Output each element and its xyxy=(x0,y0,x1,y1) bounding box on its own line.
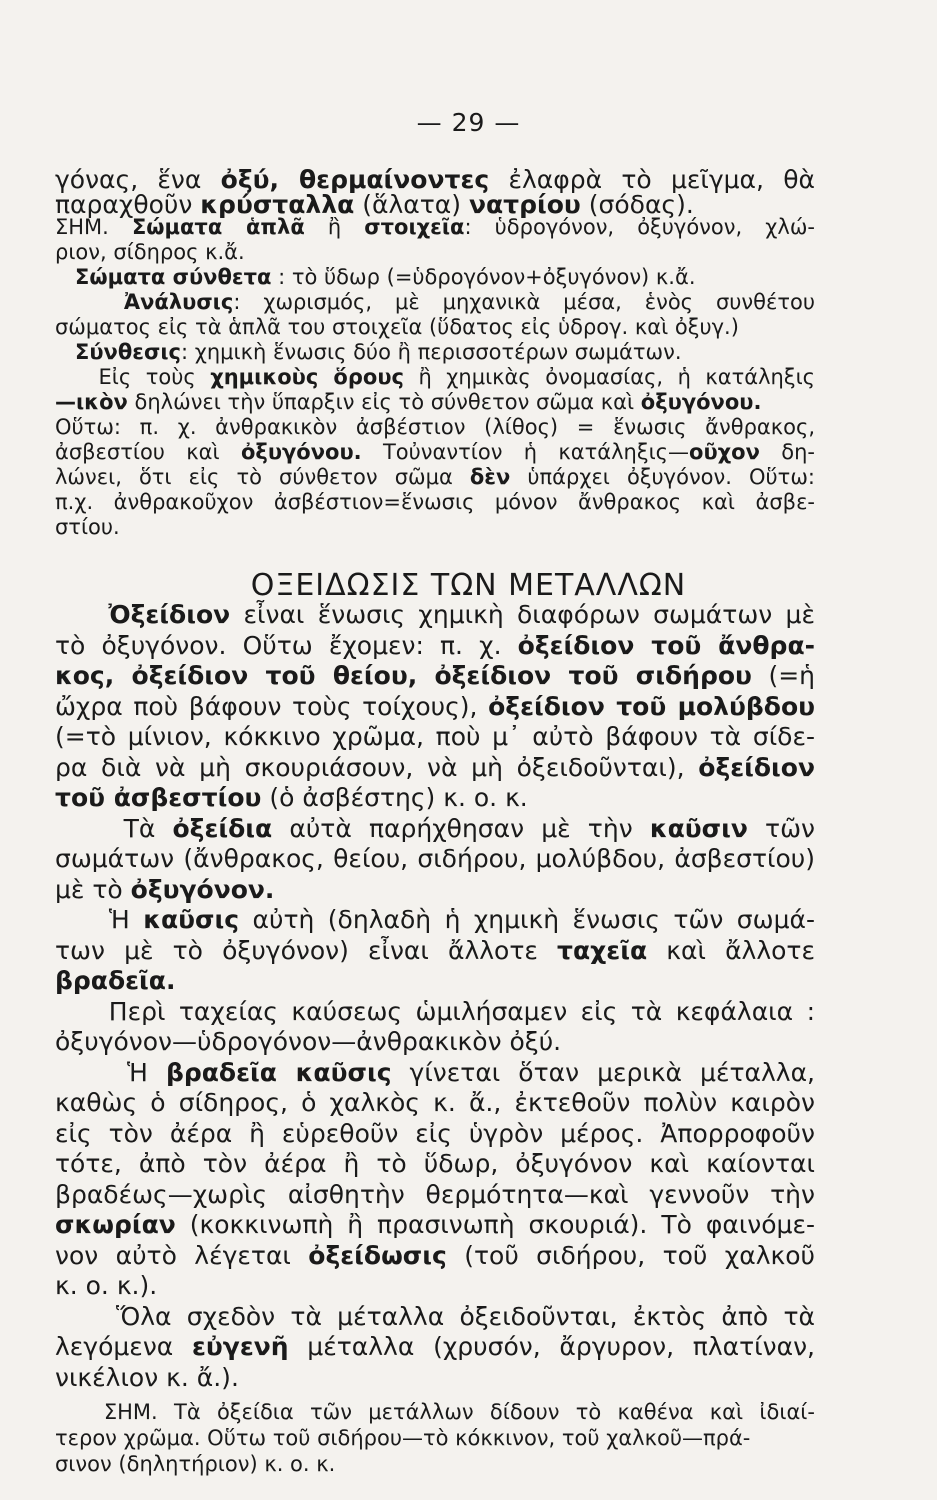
text-line-2: παραχθοῦν κρύσταλλα (ἅλατα) νατρίου (σόδας). xyxy=(55,190,694,219)
text-line-27: των μὲ τὸ ὀξυγόνον) εἶναι ἄλλοτε ταχεῖα καὶ ἄλλοτε xyxy=(55,935,815,965)
text-line-34: τότε, ἀπὸ τὸν ἀέρα ἢ τὸ ὕδωρ, ὀξυγόνον καὶ καίονται xyxy=(55,1149,815,1178)
text-line-36: σκωρίαν (κοκκινωπὴ ἢ πρασινωπὴ σκουριά). Τὸ φαινόμε- xyxy=(55,1210,815,1239)
text-line-7: σώματος εἰς τὰ ἁπλᾶ του στοιχεῖα (ὕδατος εἰς ὑδρογ. καὶ ὀξυγ.) xyxy=(55,315,739,339)
text-line-35: βραδέως—χωρὶς αἰσθητὴν θερμότητα—καὶ γεννοῦν τὴν xyxy=(55,1179,815,1209)
text-line-44: σινον (δηλητήριον) κ. ο. κ. xyxy=(55,1452,336,1476)
text-line-33: εἰς τὸν ἀέρα ἢ εὑρεθοῦν εἰς ὑγρὸν μέρος. Ἀπορροφοῦν xyxy=(55,1118,815,1148)
text-line-39: Ὅλα σχεδὸν τὰ μέταλλα ὀξειδοῦνται, ἐκτὸς ἀπὸ τὰ xyxy=(55,1301,815,1331)
section-title: ΟΞΕΙΔΩΣΙΣ ΤΩΝ ΜΕΤΑΛΛΩΝ xyxy=(250,568,687,603)
page-number: — 29 — xyxy=(416,108,521,137)
text-line-22: τοῦ ἀσβεστίου (ὁ ἀσβέστης) κ. ο. κ. xyxy=(55,783,528,812)
text-line-3: ΣΗΜ. Σώματα ἁπλᾶ ἢ στοιχεῖα: ὑδρογόνον, ὀξυγόνον, χλώ- xyxy=(55,215,815,239)
text-line-30: ὀξυγόνον—ὑδρογόνον—ἀνθρακικὸν ὀξύ. xyxy=(55,1027,562,1056)
text-line-10: —ικὸν δηλώνει τὴν ὕπαρξιν εἰς τὸ σύνθετον σῶμα καὶ ὀξυγόνου. xyxy=(55,390,762,414)
text-line-21: ρα διὰ νὰ μὴ σκουριάσουν, νὰ μὴ ὀξειδοῦνται), ὀξείδιον xyxy=(55,752,815,782)
text-line-13: λώνει, ὅτι εἰς τὸ σύνθετον σῶμα δὲν ὑπάρχει ὀξυγόνον. Οὕτω: xyxy=(55,465,815,489)
text-line-24: σωμάτων (ἄνθρακος, θείου, σιδήρου, μολύβδου, ἀσβεστίου) xyxy=(55,844,815,873)
text-line-26: Ἡ καῦσις αὐτὴ (δηλαδὴ ἡ χημικὴ ἕνωσις τῶν σωμά- xyxy=(55,905,815,934)
text-line-38: κ. ο. κ.). xyxy=(55,1271,158,1300)
text-line-17: τὸ ὀξυγόνον. Οὕτω ἔχομεν: π. χ. ὀξείδιον τοῦ ἄνθρα- xyxy=(55,630,815,660)
text-line-12: ἀσβεστίου καὶ ὀξυγόνου. Τοὐναντίον ἡ κατάληξις—οῦχον δη- xyxy=(55,440,815,464)
text-line-18: κος, ὀξείδιον τοῦ θείου, ὀξείδιον τοῦ σιδήρου (=ἡ xyxy=(55,661,815,690)
text-line-8: Σύνθεσις: χημικὴ ἕνωσις δύο ἢ περισσοτέρων σωμάτων. xyxy=(75,340,682,364)
text-line-5: Σώματα σύνθετα : τὸ ὕδωρ (=ὑδρογόνον+ὀξυγόνον) κ.ἄ. xyxy=(75,265,696,289)
text-line-29: Περὶ ταχείας καύσεως ὡμιλήσαμεν εἰς τὰ κεφάλαια : xyxy=(55,996,815,1026)
text-line-41: νικέλιον κ. ἄ.). xyxy=(55,1362,239,1392)
text-line-42: ΣΗΜ. Τὰ ὀξείδια τῶν μετάλλων δίδουν τὸ καθένα καὶ ἰδιαί- xyxy=(55,1400,815,1424)
text-line-14: π.χ. ἀνθρακοῦχον ἀσβέστιον=ἕνωσις μόνον ἄνθρακος καὶ ἀσβε- xyxy=(55,490,815,514)
text-line-4: ριον, σίδηρος κ.ἄ. xyxy=(55,240,245,264)
text-line-23: Τὰ ὀξείδια αὐτὰ παρήχθησαν μὲ τὴν καῦσιν τῶν xyxy=(55,813,815,843)
text-line-11: Οὕτω: π. χ. ἀνθρακικὸν ἀσβέστιον (λίθος) = ἕνωσις ἄνθρακος, xyxy=(55,415,815,439)
text-line-9: Εἰς τοὺς χημικοὺς ὅρους ἢ χημικὰς ὀνομασίας, ἡ κατάληξις xyxy=(55,365,815,389)
text-line-40: λεγόμενα εὐγενῆ μέταλλα (χρυσόν, ἄργυρον, πλατίναν, xyxy=(55,1332,815,1361)
text-line-31: Ἡ βραδεῖα καῦσις γίνεται ὅταν μερικὰ μέταλλα, xyxy=(55,1057,815,1087)
text-line-1: γόνας, ἕνα ὀξύ, θερμαίνοντες ἐλαφρὰ τὸ μεῖγμα, θὰ xyxy=(55,165,815,194)
text-line-6: Ἀνάλυσις: χωρισμός, μὲ μηχανικὰ μέσα, ἑνὸς συνθέτου xyxy=(123,290,815,314)
text-line-32: καθὼς ὁ σίδηρος, ὁ χαλκὸς κ. ἄ., ἐκτεθοῦν πολὺν καιρὸν xyxy=(55,1088,815,1117)
text-line-16: Ὀξείδιον εἶναι ἕνωσις χημικὴ διαφόρων σωμάτων μὲ xyxy=(108,600,815,629)
text-line-15: στίου. xyxy=(55,515,120,539)
text-line-25: μὲ τὸ ὀξυγόνον. xyxy=(55,874,275,904)
text-line-37: νον αὐτὸ λέγεται ὀξείδωσις (τοῦ σιδήρου, τοῦ χαλκοῦ xyxy=(55,1240,815,1270)
text-line-28: βραδεῖα. xyxy=(55,966,176,995)
text-line-20: (=τὸ μίνιον, κόκκινο χρῶμα, ποὺ μ᾿ αὐτὸ βάφουν τὰ σίδε- xyxy=(55,722,815,751)
text-line-43: τερον χρῶμα. Οὕτω τοῦ σιδήρου—τὸ κόκκινον, τοῦ χαλκοῦ—πρά- xyxy=(55,1426,751,1450)
text-line-19: ὤχρα ποὺ βάφουν τοὺς τοίχους), ὀξείδιον τοῦ μολύβδου xyxy=(55,691,815,721)
